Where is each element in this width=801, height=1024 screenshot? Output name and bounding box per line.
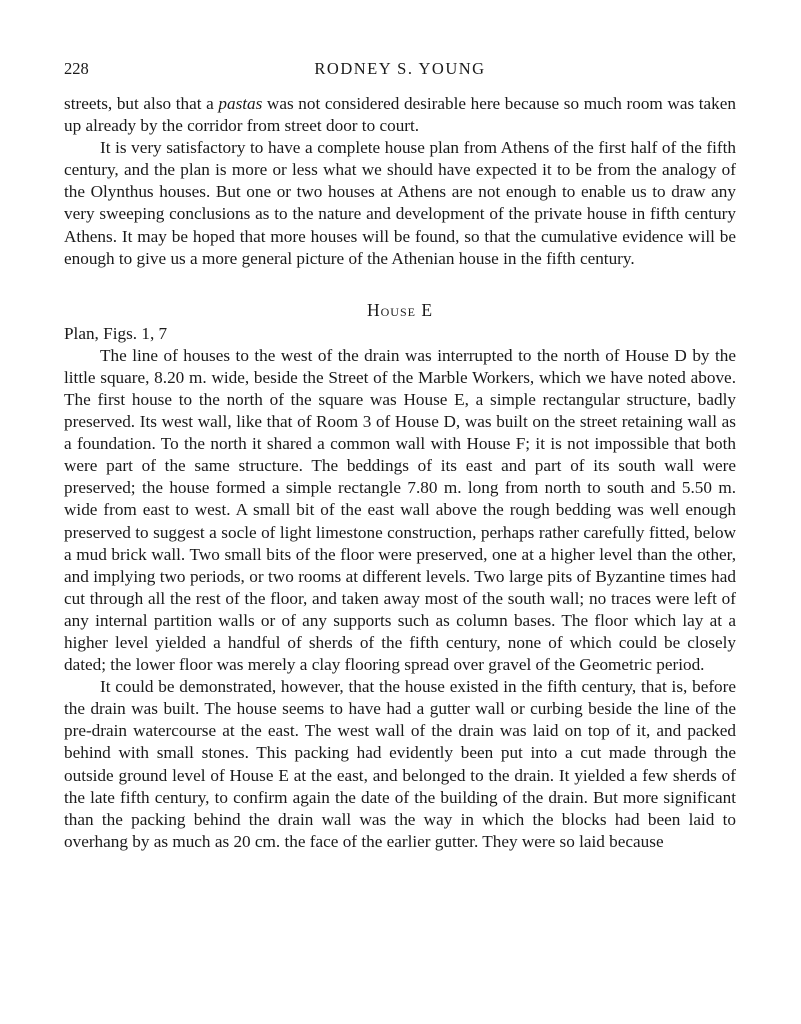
paragraph-continuation bbox=[64, 93, 736, 137]
running-title: RODNEY S. YOUNG bbox=[314, 59, 486, 78]
page-header bbox=[64, 59, 736, 83]
paragraph-text: streets, but also that a bbox=[64, 94, 219, 113]
subheading: Plan, Figs. 1, 7 bbox=[64, 323, 168, 343]
paragraph: It could be demonstrated, however, that the house existed in the fifth century, that is, before the drain was built. The house seems to have had a gutter wall or curbing beside the line of the pre-drain watercourse at the east. The west wall of the drain was laid on top of it, and packed behind with small stones. This packing had evidently been put into a cut made through the outside ground level of House E at the east, and belonged to the drain. It yielded a few sherds of the late fifth century, to confirm again the date of the building of the drain. But more significant than the packing behind the drain wall was the way in which the blocks had been laid to overhang by as much as 20 cm. the face of the earlier gutter. They were so laid because bbox=[64, 677, 736, 851]
paragraph-text: was not considered desirable here because so much room was taken up already by the corridor from street door to court. bbox=[64, 94, 736, 136]
paragraph: The line of houses to the west of the drain was interrupted to the north of House D by the little square, 8.20 m. wide, beside the Street of the Marble Workers, which we have noted above. The first house to the north of the square was House E, a simple rectangular structure, badly preserved. Its west wall, like that of Room 3 of House D, was built on the street retaining wall as a foundation. To the north it shared a common wall with House F; it is not impossible that both were part of the same structure. The beddings of its east and part of its south wall were preserved; the house formed a simple rectangle 7.80 m. long from north to south and 5.50 m. wide from east to west. A small bit of the east wall above the rough bedding was well enough preserved to suggest a socle of light limestone construction, perhaps rather carefully fitted, below a mud brick wall. Two small bits of the floor were preserved, one at a higher level than the other, and implying two periods, or two rooms at different levels. Two large pits of Byzantine times had cut through all the rest of the floor, and taken away most of the south wall; no traces were left of any internal partition walls or of any supports such as column bases. The floor which lay at a higher level yielded a handful of sherds of the fifth century, none of which could be closely dated; the lower floor was merely a clay flooring spread over gravel of the Geometric period. bbox=[64, 345, 736, 675]
page-number: 228 bbox=[64, 59, 89, 78]
body-text bbox=[64, 93, 736, 853]
italic-term: pastas bbox=[218, 94, 263, 113]
section-heading: House E bbox=[366, 299, 434, 320]
paragraph: It is very satisfactory to have a complete house plan from Athens of the first half of the fifth century, and the plan is more or less what we should have expected it to be from the analogy of the Olynthus houses. But one or two houses at Athens are not enough to enable us to draw any very sweeping conclusions as to the nature and development of the private house in fifth century Athens. It may be hoped that more houses will be found, so that the cumulative evidence will be enough to give us a more general picture of the Athenian house in the fifth century. bbox=[64, 138, 736, 268]
